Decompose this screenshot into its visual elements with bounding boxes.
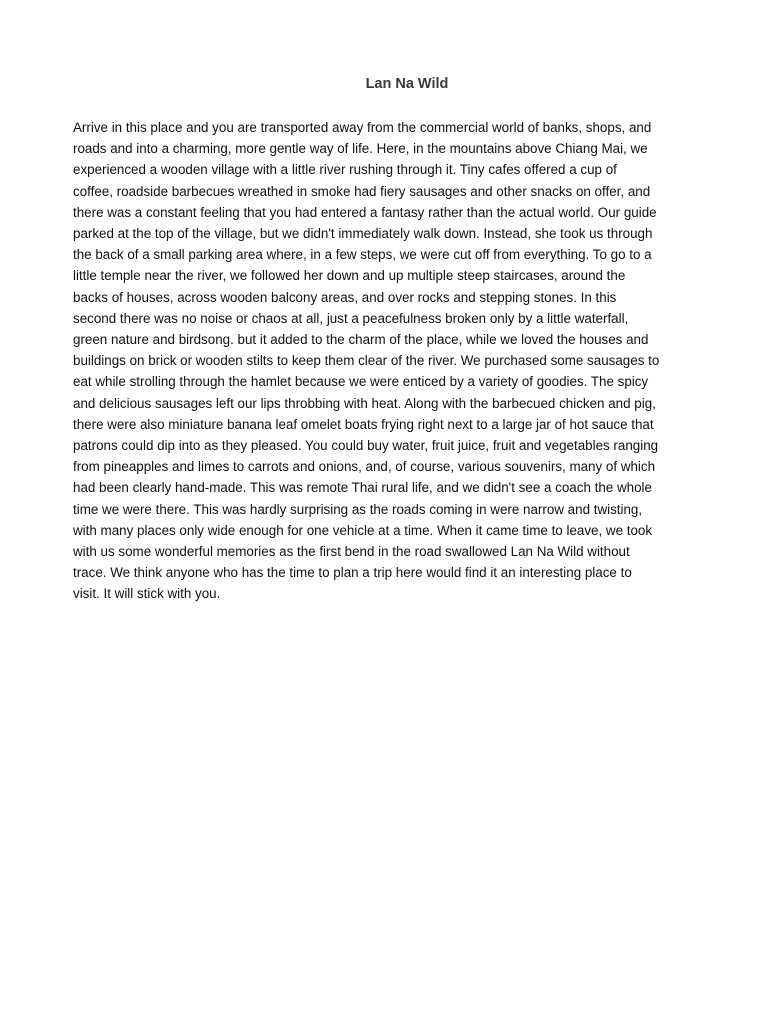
body-line: visit. It will stick with you. — [73, 586, 221, 602]
body-line: Arrive in this place and you are transported away from the commercial world of banks, shops, and — [73, 120, 652, 135]
body-line: the back of a small parking area where, in a few steps, we were cut off from everything. To go to a — [73, 247, 652, 263]
body-line: with us some wonderful memories as the first bend in the road swallowed Lan Na Wild without — [73, 544, 630, 560]
body-line: buildings on brick or wooden stilts to keep them clear of the river. We purchased some sausages to — [73, 353, 660, 369]
body-line: experienced a wooden village with a little river rushing through it. Tiny cafes offered a cup of — [73, 162, 617, 178]
body-line: second there was no noise or chaos at all, just a peacefulness broken only by a little waterfall, — [73, 310, 629, 326]
body-line: little temple near the river, we followed her down and up multiple steep staircases, around the — [73, 268, 626, 284]
body-line: coffee, roadside barbecues wreathed in smoke had fiery sausages and other snacks on offer, and — [73, 183, 651, 199]
body-line: green nature and birdsong. but it added to the charm of the place, while we loved the houses and — [73, 332, 649, 348]
body-line: patrons could dip into as they pleased. You could buy water, fruit juice, fruit and vegetables ranging — [73, 438, 659, 454]
body-line: had been clearly hand-made. This was remote Thai rural life, and we didn't see a coach the whole — [73, 480, 652, 496]
body-line: with many places only wide enough for one vehicle at a time. When it came time to leave, we took — [73, 522, 653, 538]
body-line: trace. We think anyone who has the time to plan a trip here would find it an interesting place to — [73, 565, 632, 581]
body-line: roads and into a charming, more gentle way of life. Here, in the mountains above Chiang Mai, we — [73, 141, 648, 157]
body-line: eat while strolling through the hamlet because we were enticed by a variety of goodies. The spicy — [73, 374, 649, 390]
body-line: and delicious sausages left our lips throbbing with heat. Along with the barbecued chicken and pig, — [73, 395, 656, 411]
document-title: Lan Na Wild — [365, 76, 449, 92]
body-line: time we were there. This was hardly surprising as the roads coming in were narrow and twisting, — [73, 501, 643, 517]
body-line: backs of houses, across wooden balcony areas, and over rocks and stepping stones. In this — [73, 289, 617, 305]
document-body — [73, 117, 699, 605]
body-line: from pineapples and limes to carrots and onions, and, of course, various souvenirs, many of which — [73, 459, 656, 475]
body-line: parked at the top of the village, but we didn't immediately walk down. Instead, she took us through — [73, 226, 653, 242]
body-line: there were also miniature banana leaf omelet boats frying right next to a large jar of hot sauce that — [73, 416, 654, 432]
body-line: there was a constant feeling that you had entered a fantasy rather than the actual world. Our guide — [73, 204, 657, 220]
